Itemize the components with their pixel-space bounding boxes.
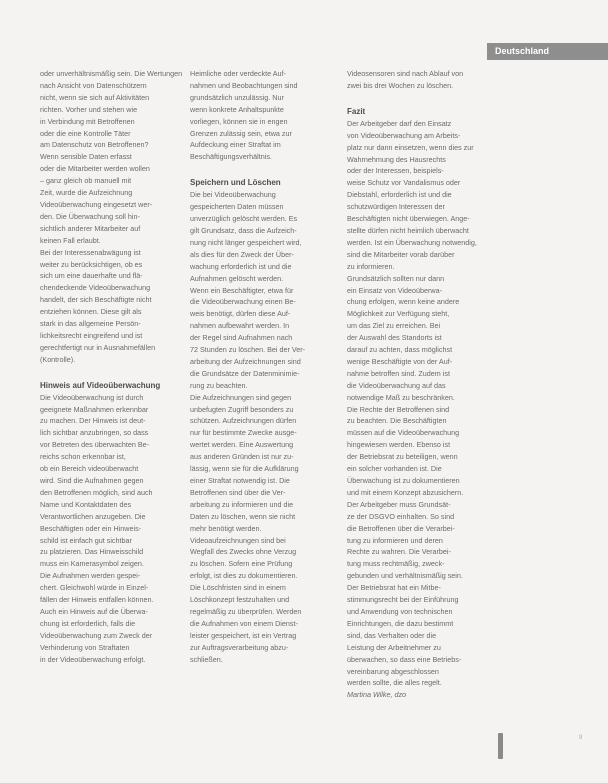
text-line: Der Betriebsrat hat ein Mitbe- <box>347 583 441 593</box>
text-line: stark in das allgemeine Persön- <box>40 319 141 329</box>
text-line: chung ist erforderlich, falls die <box>40 618 136 628</box>
page-edge-marker <box>498 733 503 759</box>
text-line: geeignete Maßnahmen erkennbar <box>40 404 149 414</box>
text-line: Rechte zu wahren. Die Verarbei- <box>347 547 451 557</box>
text-line: regelmäßig zu überprüfen. Werden <box>190 606 302 616</box>
text-line: am Datenschutz von Betroffenen? <box>40 140 149 150</box>
text-line: lichkeitsrecht eingreifend und ist <box>40 330 143 340</box>
text-line: sind, das Verhalten oder die <box>347 630 437 640</box>
text-line: Grundsätzlich sollten nur dann <box>347 273 445 283</box>
text-line: die Videoüberwachung auf das <box>347 380 446 390</box>
text-line: Aufnahmen gelöscht werden. <box>190 273 284 283</box>
text-line: leister gespeichert, ist ein Vertrag <box>190 630 297 640</box>
text-line: Die bei Videoüberwachung <box>190 190 276 200</box>
text-line: Beschäftigten oder ein Hinweis- <box>40 523 142 533</box>
text-line: nung nicht länger gespeichert wird, <box>190 237 302 247</box>
text-line: von Videoüberwachung am Arbeits- <box>347 130 461 140</box>
text-line: keinen Fall erlaubt. <box>40 235 101 245</box>
text-line: weise Schutz vor Vandalismus oder <box>347 178 461 188</box>
text-line: weiter zu berücksichtigen, ob es <box>40 259 143 269</box>
author-signature: Martina Wilke, dzo <box>347 690 407 700</box>
text-line: Beschäftigungsverhältnis. <box>190 152 272 162</box>
text-line: sichtlich anderer Mitarbeiter auf <box>40 223 141 233</box>
text-line: in der Videoüberwachung erfolgt. <box>40 654 146 664</box>
text-line: handelt, der sich Beschäftigte nicht <box>40 295 152 305</box>
text-line: Der Arbeitgeber darf den Einsatz <box>347 118 452 128</box>
text-line: Videosensoren sind nach Ablauf von <box>347 69 464 78</box>
text-line: (Kontrolle). <box>40 354 76 364</box>
text-line: Betroffenen sind über die Ver- <box>190 487 286 497</box>
text-line: wird. Sind die Aufnahmen gegen <box>40 476 144 485</box>
text-line: arbeitung zu informieren und die <box>190 499 294 509</box>
text-line: schließen. <box>190 654 223 664</box>
text-line: Wenn ein Beschäftigter, etwa für <box>190 285 294 295</box>
text-line: Die Aufzeichnungen sind gegen <box>190 392 292 402</box>
text-line: chert. Gleichwohl würde in Einzel- <box>40 583 149 593</box>
column-1 <box>40 68 182 666</box>
section-heading: Hinweis auf Videoüberwachung <box>40 380 161 390</box>
text-line: oder die eine Kontrolle Täter <box>40 128 131 138</box>
text-line: oder die Mitarbeiter werden wollen <box>40 164 150 174</box>
text-line: der Regel sind Aufnahmen nach <box>190 333 293 343</box>
text-line: zu beachten. Die Beschäftigten <box>347 416 447 426</box>
page-number: 9 <box>579 735 583 741</box>
text-line: wenn konkrete Anhaltspunkte <box>190 104 284 114</box>
text-line: sind die Mitarbeiter vorab darüber <box>347 249 455 259</box>
text-line: Videoüberwachung eingesetzt wer- <box>40 199 153 209</box>
text-line: überwachen, so dass eine Betriebs- <box>347 654 462 664</box>
text-line: platz nur dann einsetzen, wenn dies zur <box>347 142 474 152</box>
text-line: fällen der Hinweis entfallen können. <box>40 595 154 605</box>
text-line: mehr benötigt werden. <box>190 523 262 533</box>
text-line: nicht, wenn sie sich auf Aktivitäten <box>40 92 150 102</box>
text-line: einer Straftat notwendig ist. Die <box>190 476 290 485</box>
text-line: – ganz gleich ob manuell mit <box>40 176 132 186</box>
column-2 <box>190 68 332 666</box>
text-line: nur für bestimmte Zwecke ausge- <box>190 428 297 438</box>
text-line: ze der DSGVO einhalten. So sind <box>347 511 455 521</box>
text-line: Einrichtungen, die dazu bestimmt <box>347 618 454 628</box>
text-line: richten. Vorher und stehen wie <box>40 104 138 114</box>
section-heading: Speichern und Löschen <box>190 178 281 188</box>
section-tab: Deutschland <box>487 43 608 60</box>
text-line: rung zu beachten. <box>190 380 248 390</box>
text-line: Videoüberwachung zum Zweck der <box>40 630 153 640</box>
text-line: Beschäftigten nicht überwiegen. Ange- <box>347 214 470 224</box>
text-line: zur Auftragsverarbeitung abzu- <box>190 642 289 652</box>
text-line: grundsätzlich unzulässig. Nur <box>190 92 284 102</box>
text-line: tung zu informieren und deren <box>347 535 443 545</box>
text-line: Videoaufzeichnungen sind bei <box>190 535 286 545</box>
text-line: Auch ein Hinweis auf die Überwa- <box>40 606 148 616</box>
text-line: unbefugten Zugriff besonders zu <box>190 404 294 414</box>
text-line: wachung erforderlich ist und die <box>190 261 292 271</box>
text-line: lässig, wenn sie für die Aufklärung <box>190 464 299 474</box>
text-line: werden. Ist ein Überwachung notwendig, <box>347 237 477 247</box>
text-line: lich sichtbar anzubringen, so dass <box>40 428 149 438</box>
text-line: ein solcher vorhanden ist. Die <box>347 464 442 474</box>
text-line: die Aufnahmen von einem Dienst- <box>190 618 298 628</box>
text-line: vereinbarung abgeschlossen <box>347 666 439 676</box>
text-line: tung muss rechtmäßig, zweck- <box>347 559 445 569</box>
text-line: wenige Beschäftigte von der Auf- <box>347 356 453 366</box>
text-line: ein Einsatz von Videoüberwa- <box>347 285 442 295</box>
text-line: reichs schon erkennbar ist, <box>40 452 126 462</box>
text-line: Aufdeckung einer Straftat im <box>190 140 281 150</box>
text-line: der Auswahl des Standorts ist <box>347 333 442 343</box>
text-line: zu informieren. <box>347 261 395 271</box>
text-line: oder der Interessen, beispiels- <box>347 166 444 176</box>
text-line: Daten zu löschen, wenn sie nicht <box>190 511 296 521</box>
text-line: als dies für den Zweck der Über- <box>190 249 294 259</box>
text-line: erfolgt, ist dies zu dokumentieren. <box>190 571 298 581</box>
text-line: Name und Kontaktdaten des <box>40 499 132 509</box>
text-line: die Videoüberwachung einen Be- <box>190 297 296 307</box>
text-line: Wegfall des Zwecks ohne Verzug <box>190 547 297 557</box>
text-line: Die Löschfristen sind in einem <box>190 583 286 593</box>
text-line: zu platzieren. Das Hinweisschild <box>40 547 144 557</box>
text-line: ob ein Bereich videoüberwacht <box>40 464 139 474</box>
text-line: in Verbindung mit Betroffenen <box>40 116 135 126</box>
text-line: werden sollte, die alles regelt. <box>347 678 442 688</box>
text-line: die Betroffenen über die Verarbei- <box>347 523 455 533</box>
text-line: die Grundsätze der Datenminimie- <box>190 368 300 378</box>
text-line: Wahrnehmung des Hausrechts <box>347 154 446 164</box>
text-line: und Anwendung von technischen <box>347 606 453 616</box>
text-line: sich um eine dauerhafte und flä- <box>40 271 143 281</box>
text-line: Wenn sensible Daten erfasst <box>40 152 132 162</box>
text-line: Der Arbeitgeber muss Grundsät- <box>347 499 451 509</box>
text-line: Die Videoüberwachung ist durch <box>40 392 144 402</box>
section-heading: Fazit <box>347 106 366 116</box>
text-line: unverzüglich gelöscht werden. Es <box>190 214 298 224</box>
text-line: muss ein Kamerasymbol zeigen. <box>40 559 144 569</box>
text-line: Löschkonzept festzuhalten und <box>190 595 290 605</box>
text-line: Überwachung ist zu dokumentieren <box>347 476 460 485</box>
text-line: den Betroffenen möglich, sind auch <box>40 487 153 497</box>
text-line: gebunden und verhältnismäßig sein. <box>347 571 463 581</box>
text-line: Grenzen zulässig sein, etwa zur <box>190 128 292 138</box>
text-line: schützen. Aufzeichnungen dürfen <box>190 416 297 426</box>
text-line: weis benötigt, dürfen diese Auf- <box>190 309 291 319</box>
text-line: chendeckende Videoüberwachung <box>40 283 151 293</box>
text-line: Verhinderung von Straftaten <box>40 642 130 652</box>
text-line: 72 Stunden zu löschen. Bei der Ver- <box>190 345 306 355</box>
text-line: arbeitung der Aufzeichnungen sind <box>190 356 301 366</box>
text-line: Bei der Interessenabwägung ist <box>40 247 141 257</box>
text-line: Zeit, wurde die Aufzeichnung <box>40 188 133 198</box>
text-line: Verantwortlichen anzugeben. Die <box>40 511 146 521</box>
text-line: müssen auf die Videoüberwachung <box>347 428 460 438</box>
text-line: nahme betroffen sind. Zudem ist <box>347 368 450 378</box>
text-line: gilt Grundsatz, dass die Aufzeich- <box>190 225 297 235</box>
text-line: Heimliche oder verdeckte Auf- <box>190 69 286 78</box>
text-line: notwendige Maß zu beschränken. <box>347 392 455 402</box>
text-line: stimmungsrecht bei der Einführung <box>347 595 459 605</box>
text-line: aus anderen Gründen ist nur zu- <box>190 452 294 462</box>
text-line: hingewiesen werden. Ebenso ist <box>347 440 451 450</box>
text-line: Die Rechte der Betroffenen sind <box>347 404 450 414</box>
text-line: Leistung der Arbeitnehmer zu <box>347 642 441 652</box>
text-line: oder unverhältnismäßig sein. Die Wertungen <box>40 69 182 78</box>
text-line: vor Betreten des überwachten Be- <box>40 440 150 450</box>
text-line: gerechtfertigt nur in Ausnahmefällen <box>40 342 156 352</box>
text-line: entziehen können. Diese gilt als <box>40 307 142 317</box>
text-line: nahmen und Beobachtungen sind <box>190 80 298 90</box>
text-line: wertet werden. Eine Auswertung <box>190 440 294 450</box>
text-line: stellte dürfen nicht heimlich überwacht <box>347 225 469 235</box>
text-line: um das Ziel zu erreichen. Bei <box>347 321 441 331</box>
text-line: nahmen aufbewahrt werden. In <box>190 321 290 331</box>
text-line: nach Ansicht von Datenschützern <box>40 80 147 90</box>
text-line: Möglichkeit zur Verfügung steht, <box>347 309 450 319</box>
text-line: darauf zu achten, dass möglichst <box>347 345 453 355</box>
text-line: und mit einem Konzept abzusichern. <box>347 487 464 497</box>
text-line: der Betriebsrat zu beteiligen, wenn <box>347 452 458 462</box>
text-line: Die Aufnahmen werden gespei- <box>40 571 141 581</box>
text-line: chung erfolgen, wenn keine andere <box>347 297 460 307</box>
text-line: Diebstahl, erforderlich ist und die <box>347 190 452 200</box>
text-line: schutzwürdigen Interessen der <box>347 202 445 212</box>
text-line: den. Die Überwachung soll hin- <box>40 211 140 221</box>
text-line: gespeicherten Daten müssen <box>190 202 284 212</box>
text-line: vorliegen, können sie in engen <box>190 116 288 126</box>
text-line: zwei bis drei Wochen zu löschen. <box>347 80 454 90</box>
text-line: schild ist einfach gut sichtbar <box>40 535 132 545</box>
column-3 <box>347 68 487 701</box>
text-line: zu löschen. Sofern eine Prüfung <box>190 559 293 569</box>
text-line: zu machen. Der Hinweis ist deut- <box>40 416 146 426</box>
